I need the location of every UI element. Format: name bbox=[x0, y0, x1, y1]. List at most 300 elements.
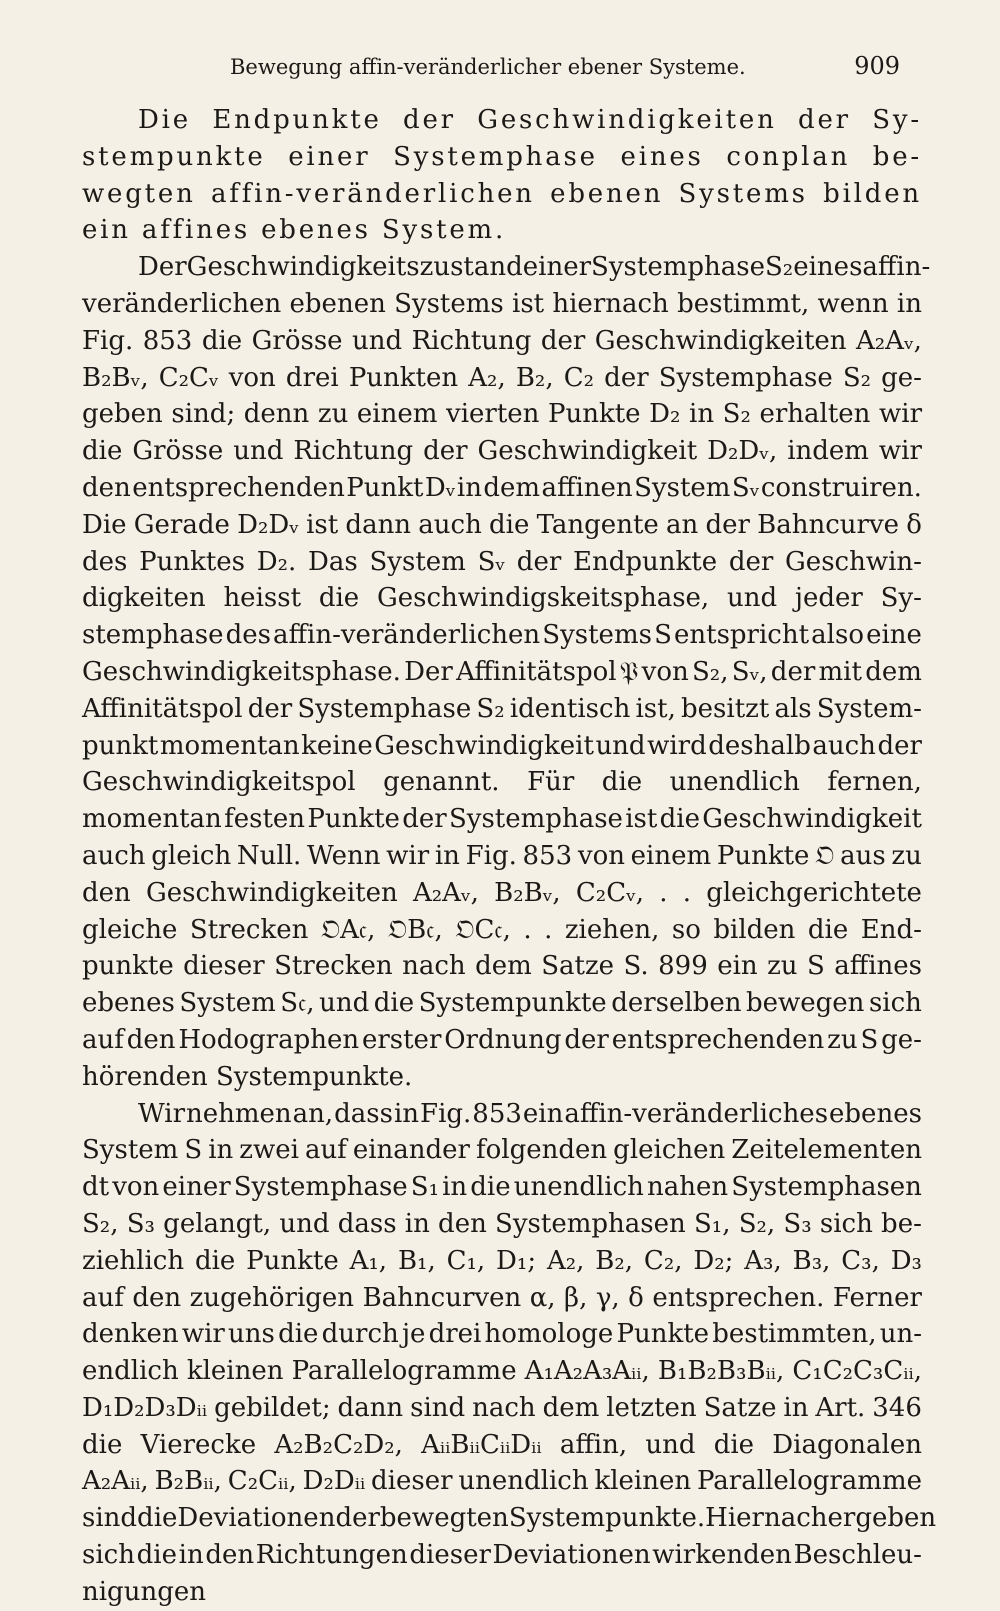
word: in bbox=[896, 288, 922, 319]
word: sind bbox=[82, 1503, 138, 1534]
text-line bbox=[82, 1537, 922, 1574]
word: ergeben bbox=[827, 1503, 937, 1534]
word: von bbox=[641, 656, 689, 687]
word: System bbox=[634, 472, 731, 503]
word: Gerade bbox=[133, 509, 230, 540]
word: Deviationen bbox=[177, 1503, 336, 1534]
word: Parallelogramme bbox=[696, 1466, 922, 1497]
word: bilden bbox=[713, 914, 796, 945]
word: eines bbox=[793, 252, 863, 283]
word: A₂B₂C₂D₂, bbox=[274, 1429, 403, 1460]
word: wir bbox=[386, 840, 430, 871]
text-line bbox=[82, 544, 922, 581]
word: S. bbox=[623, 951, 649, 982]
word: und bbox=[352, 325, 403, 356]
running-title: Bewegung affin-veränderlicher ebener Systeme. bbox=[230, 55, 746, 79]
word: ist, bbox=[635, 693, 676, 724]
word: in bbox=[208, 1135, 234, 1166]
word: Satze bbox=[541, 951, 615, 982]
word: ist bbox=[625, 804, 658, 835]
word: D₁D₂D₃Dᵢᵢ bbox=[82, 1392, 208, 1423]
word: . bbox=[523, 914, 532, 945]
word: S₃ bbox=[783, 1208, 812, 1239]
text-line bbox=[82, 948, 922, 985]
word: den bbox=[82, 472, 131, 503]
word: Die bbox=[138, 105, 191, 135]
word: und bbox=[279, 1208, 330, 1239]
word: unendlich bbox=[669, 767, 800, 798]
word: der bbox=[705, 509, 750, 540]
word: Geschwindigkeit bbox=[374, 730, 594, 761]
word: gelangt, bbox=[163, 1208, 272, 1239]
word: endlich bbox=[82, 1356, 179, 1387]
word: Punkte bbox=[716, 840, 810, 871]
word: Vierecke bbox=[140, 1429, 257, 1460]
word: Systemphasen bbox=[495, 1208, 686, 1239]
word: vierten bbox=[446, 399, 540, 430]
word: B₁, bbox=[397, 1245, 436, 1276]
word: dieser bbox=[371, 1466, 453, 1497]
word: dann bbox=[345, 509, 412, 540]
word: die bbox=[489, 509, 530, 540]
word: letzten bbox=[606, 1392, 697, 1423]
word: Sᵥ bbox=[731, 472, 760, 503]
word: C₂ bbox=[563, 362, 595, 393]
word: gleich bbox=[151, 840, 232, 871]
text-line bbox=[82, 1132, 922, 1169]
word: veränderlichen bbox=[82, 288, 282, 319]
word: C₂, bbox=[643, 1245, 683, 1276]
word: construiren. bbox=[760, 472, 922, 503]
word: jeder bbox=[794, 583, 863, 614]
word: der bbox=[402, 804, 447, 835]
word: kleinen bbox=[186, 1356, 284, 1387]
word: Punkt bbox=[346, 472, 424, 503]
word: Geschwindigkeitszustand bbox=[186, 252, 523, 283]
word: Richtung bbox=[293, 436, 414, 467]
word: Systemphase bbox=[448, 804, 623, 835]
word: un- bbox=[879, 1319, 922, 1350]
word: der bbox=[770, 656, 816, 687]
word: unendlich bbox=[513, 1172, 644, 1203]
word: S bbox=[860, 1024, 879, 1055]
word: Systempunkte. bbox=[508, 1503, 706, 1534]
word: gleichgerichtete bbox=[706, 877, 922, 908]
word: bewegen bbox=[745, 988, 865, 1019]
word: der bbox=[604, 362, 649, 393]
word: momentan bbox=[159, 730, 300, 761]
word: α, bbox=[529, 1282, 556, 1313]
word: eines bbox=[620, 141, 704, 172]
word: folgenden bbox=[476, 1135, 608, 1166]
word: . bbox=[682, 877, 691, 908]
text-line bbox=[82, 176, 922, 213]
word: dem bbox=[483, 472, 541, 503]
word: wegten bbox=[82, 178, 196, 209]
word: D₂Dᵥ, bbox=[707, 436, 778, 467]
word: Systems bbox=[394, 288, 504, 319]
word: durch bbox=[321, 1319, 399, 1350]
word: Punkte bbox=[547, 399, 641, 430]
word: Punkten bbox=[348, 362, 459, 393]
word: zu bbox=[317, 399, 349, 430]
word: Wenn bbox=[306, 840, 381, 871]
text-line bbox=[82, 1206, 922, 1243]
text-line bbox=[82, 286, 922, 323]
word: als bbox=[774, 693, 812, 724]
word: des bbox=[82, 546, 128, 577]
word: der bbox=[798, 105, 851, 135]
word: wenn bbox=[817, 288, 889, 319]
word: γ, bbox=[595, 1282, 620, 1313]
word: S𝔠, bbox=[280, 988, 315, 1019]
word: Fig. bbox=[82, 325, 134, 356]
word: Tangente bbox=[536, 509, 659, 540]
word: sich bbox=[868, 988, 922, 1019]
text-line bbox=[82, 875, 922, 912]
word: S₁, bbox=[693, 1208, 731, 1239]
word: Systems bbox=[678, 178, 808, 209]
word: zwei bbox=[239, 1135, 299, 1166]
word: be- bbox=[881, 1208, 922, 1239]
text-line bbox=[82, 470, 922, 507]
word: der bbox=[423, 436, 468, 467]
word: in bbox=[689, 399, 715, 430]
text-line: hörenden Systempunkte. bbox=[82, 1061, 413, 1092]
word: und bbox=[319, 988, 370, 1019]
word: geben bbox=[82, 399, 163, 430]
word: zu bbox=[827, 1024, 858, 1055]
word: eine bbox=[866, 620, 922, 651]
word: indem bbox=[787, 436, 869, 467]
word: Beschleu- bbox=[793, 1540, 922, 1571]
page-number: 909 bbox=[854, 52, 900, 80]
word: D₂. bbox=[256, 546, 297, 577]
word: in bbox=[456, 472, 482, 503]
word: S bbox=[184, 1135, 203, 1166]
word: B₂Bᵢᵢ, bbox=[154, 1466, 222, 1497]
word: ebenen bbox=[289, 288, 386, 319]
word: die bbox=[201, 325, 243, 356]
word: wirkenden bbox=[652, 1540, 792, 1571]
word: den bbox=[132, 1282, 182, 1313]
word: punkt bbox=[82, 730, 159, 761]
word: S₂, bbox=[738, 1208, 776, 1239]
word: System bbox=[369, 546, 466, 577]
text-line bbox=[82, 396, 922, 433]
word: dem bbox=[865, 656, 922, 687]
word: Geschwindigkeiten bbox=[594, 325, 847, 356]
word: Diagonalen bbox=[772, 1429, 922, 1460]
word: die bbox=[82, 1429, 123, 1460]
word: denn bbox=[243, 399, 310, 430]
word: S₂ bbox=[842, 362, 872, 393]
word: die bbox=[713, 1429, 755, 1460]
word: entsprechen. bbox=[652, 1282, 825, 1313]
word: wir bbox=[878, 436, 922, 467]
word: Systemphase bbox=[658, 362, 833, 393]
text-line bbox=[82, 1280, 922, 1317]
word: 853 bbox=[522, 840, 573, 871]
word: A₁A₂A₃Aᵢᵢ, bbox=[524, 1356, 650, 1387]
word: affin- bbox=[862, 252, 931, 283]
word: unendlich bbox=[458, 1466, 589, 1497]
word: entspricht bbox=[673, 620, 810, 651]
word: wird bbox=[647, 730, 707, 761]
word: ebenes bbox=[82, 988, 175, 1019]
word: der bbox=[564, 1024, 609, 1055]
word: den bbox=[438, 1208, 487, 1239]
word: 𝔒B𝔠, bbox=[387, 914, 443, 945]
word: dt bbox=[82, 1172, 110, 1203]
text-line bbox=[82, 985, 922, 1022]
word: einer bbox=[522, 252, 592, 283]
word: S₁ bbox=[410, 1172, 440, 1203]
word: zu bbox=[767, 951, 798, 982]
word: momentan bbox=[82, 804, 222, 835]
word: besitzt bbox=[681, 693, 770, 724]
word: Geschwindigkeitsphase. bbox=[82, 656, 401, 687]
word: stemphase bbox=[82, 620, 224, 651]
word: B₁B₂B₃Bᵢᵢ, bbox=[657, 1356, 785, 1387]
text-line bbox=[82, 1096, 922, 1133]
word: . bbox=[544, 914, 553, 945]
word: heisst bbox=[223, 583, 302, 614]
text-line bbox=[82, 580, 922, 617]
word: keine bbox=[301, 730, 373, 761]
word: Die bbox=[82, 509, 127, 540]
body-text bbox=[82, 102, 937, 1611]
word: Endpunkte bbox=[573, 546, 718, 577]
word: affinen bbox=[541, 472, 633, 503]
word: ist bbox=[306, 509, 339, 540]
text-line: ein affines ebenes System. bbox=[82, 215, 507, 246]
text-line bbox=[82, 1169, 922, 1206]
word: sind; bbox=[171, 399, 236, 430]
word: auf bbox=[82, 1282, 124, 1313]
word: B₂, bbox=[515, 362, 554, 393]
word: zu bbox=[891, 840, 922, 871]
word: einem bbox=[630, 840, 712, 871]
word: A₂, bbox=[546, 1245, 585, 1276]
word: bestimmten, bbox=[712, 1319, 877, 1350]
word: Geschwindigkeit bbox=[702, 804, 922, 835]
word: drei bbox=[428, 1319, 482, 1350]
word: nach bbox=[472, 1392, 536, 1423]
word: S₂, bbox=[82, 1208, 119, 1239]
word: ist bbox=[512, 288, 545, 319]
word: in bbox=[434, 840, 460, 871]
word: B₂, bbox=[595, 1245, 634, 1276]
word: kleinen bbox=[594, 1466, 692, 1497]
word: genannt. bbox=[383, 767, 500, 798]
text-line bbox=[82, 1390, 922, 1427]
word: uns bbox=[228, 1319, 275, 1350]
word: ein bbox=[522, 1098, 564, 1129]
word: die bbox=[470, 1172, 511, 1203]
word: wir bbox=[181, 1319, 225, 1350]
word: . bbox=[659, 877, 668, 908]
word: ge- bbox=[881, 1024, 922, 1055]
word: hiernach bbox=[552, 288, 669, 319]
word: den bbox=[126, 1024, 176, 1055]
word: dem bbox=[475, 951, 532, 982]
word: 853 bbox=[472, 1098, 522, 1129]
word: und bbox=[233, 436, 284, 467]
word: C₂Cᵢᵢ, bbox=[227, 1466, 297, 1497]
word: Bahncurven bbox=[362, 1282, 522, 1313]
word: stempunkte bbox=[82, 141, 266, 172]
text-line bbox=[82, 838, 922, 875]
word: den bbox=[205, 1540, 255, 1571]
word: und bbox=[645, 1429, 696, 1460]
word: dem bbox=[542, 1392, 600, 1423]
word: bewegten bbox=[379, 1503, 509, 1534]
text-line bbox=[82, 507, 922, 544]
word: S₂ bbox=[722, 399, 751, 430]
text-line bbox=[82, 139, 922, 176]
word: β, bbox=[564, 1282, 588, 1313]
word: S₂, bbox=[692, 656, 729, 687]
word: δ bbox=[906, 509, 922, 540]
word: homologe bbox=[484, 1319, 614, 1350]
word: 853 bbox=[142, 325, 193, 356]
text-line bbox=[82, 1500, 937, 1537]
word: Punkte bbox=[616, 1319, 710, 1350]
word: Grösse bbox=[132, 436, 224, 467]
text-line bbox=[82, 1463, 922, 1500]
word: nahen bbox=[647, 1172, 729, 1203]
word: nach bbox=[402, 951, 466, 982]
word: Ordnung bbox=[444, 1024, 562, 1055]
word: die bbox=[601, 767, 643, 798]
word: auf bbox=[82, 1024, 124, 1055]
text-line bbox=[82, 323, 922, 360]
word: Ferner bbox=[832, 1282, 922, 1313]
word: Punkte bbox=[307, 804, 400, 835]
word: Geschwin- bbox=[785, 546, 922, 577]
word: und bbox=[595, 730, 646, 761]
word: bilden bbox=[823, 178, 922, 209]
word: in bbox=[178, 1540, 204, 1571]
word: Wir bbox=[138, 1098, 186, 1129]
word: Geschwindigskeitsphase, bbox=[376, 583, 710, 614]
word: Endpunkte bbox=[212, 105, 382, 135]
word: affines bbox=[834, 951, 922, 982]
word: 𝔒A𝔠, bbox=[320, 914, 376, 945]
word: D₂; bbox=[693, 1245, 734, 1276]
word: D₂ bbox=[649, 399, 681, 430]
word: Fig. bbox=[465, 840, 517, 871]
word: D₂Dᵢᵢ bbox=[302, 1466, 366, 1497]
word: denken bbox=[82, 1319, 179, 1350]
word: Geschwindigkeitspol bbox=[82, 767, 356, 798]
word: gleichen bbox=[613, 1135, 726, 1166]
word: S bbox=[806, 951, 825, 982]
word: je bbox=[401, 1319, 426, 1350]
text-line bbox=[82, 617, 922, 654]
text-line bbox=[82, 912, 922, 949]
word: ein bbox=[717, 951, 758, 982]
word: Der bbox=[404, 656, 453, 687]
word: die bbox=[807, 914, 849, 945]
word: End- bbox=[860, 914, 922, 945]
word: S₃ bbox=[126, 1208, 155, 1239]
text-line bbox=[82, 1022, 922, 1059]
word: System bbox=[179, 988, 276, 1019]
word: A₃, bbox=[744, 1245, 782, 1276]
word: Strecken bbox=[189, 914, 309, 945]
word: Fig. bbox=[420, 1098, 472, 1129]
word: in bbox=[393, 1098, 420, 1129]
word: Systemphasen bbox=[731, 1172, 922, 1203]
word: Grösse bbox=[251, 325, 343, 356]
word: S bbox=[654, 620, 672, 651]
word: Affinitätspol bbox=[82, 693, 243, 724]
word: drei bbox=[285, 362, 339, 393]
word: C₃, bbox=[841, 1245, 880, 1276]
word: Das bbox=[308, 546, 358, 577]
text-line bbox=[82, 1316, 922, 1353]
word: AᵢᵢBᵢᵢCᵢᵢDᵢᵢ bbox=[421, 1429, 542, 1460]
word: affin-veränderliches bbox=[564, 1098, 829, 1129]
word: gebildet; bbox=[214, 1392, 331, 1423]
word: Dᵥ bbox=[424, 472, 456, 503]
text-line bbox=[82, 433, 922, 470]
word: Sy- bbox=[880, 583, 922, 614]
word: B₃, bbox=[792, 1245, 831, 1276]
word: in bbox=[404, 1208, 430, 1239]
word: ziehlich bbox=[82, 1245, 185, 1276]
word: Punkte bbox=[246, 1245, 339, 1276]
word: entsprechenden bbox=[132, 472, 345, 503]
word: A₁, bbox=[349, 1245, 388, 1276]
word: der bbox=[516, 546, 562, 577]
word: an bbox=[665, 509, 699, 540]
word: Hodographen bbox=[178, 1024, 360, 1055]
word: δ bbox=[628, 1282, 644, 1313]
word: D₁; bbox=[496, 1245, 537, 1276]
word: einem bbox=[356, 399, 438, 430]
word: den bbox=[82, 877, 131, 908]
word: 𝔓 bbox=[619, 656, 639, 687]
word: auch bbox=[812, 730, 876, 761]
word: System- bbox=[816, 693, 922, 724]
word: A₂Aᵢᵢ, bbox=[82, 1466, 149, 1497]
word: die bbox=[318, 583, 360, 614]
text-line bbox=[82, 728, 922, 765]
word: an, bbox=[292, 1098, 334, 1129]
word: also bbox=[811, 620, 864, 651]
word: System bbox=[82, 1135, 179, 1166]
text-line bbox=[82, 691, 922, 728]
word: A₂Aᵥ, bbox=[412, 877, 479, 908]
word: 346 bbox=[872, 1392, 922, 1423]
word: be- bbox=[872, 141, 922, 172]
word: 𝔒C𝔠, bbox=[455, 914, 511, 945]
text-line bbox=[82, 1427, 922, 1464]
word: der bbox=[335, 1503, 380, 1534]
text-line bbox=[82, 764, 922, 801]
word: einer bbox=[162, 1172, 231, 1203]
word: Systempunkte bbox=[418, 988, 607, 1019]
word: in bbox=[442, 1172, 468, 1203]
word: sich bbox=[819, 1208, 873, 1239]
word: erster bbox=[361, 1024, 442, 1055]
word: Affinitätspol bbox=[456, 656, 617, 687]
word: Für bbox=[527, 767, 575, 798]
word: C₂Cᵥ, bbox=[575, 877, 645, 908]
